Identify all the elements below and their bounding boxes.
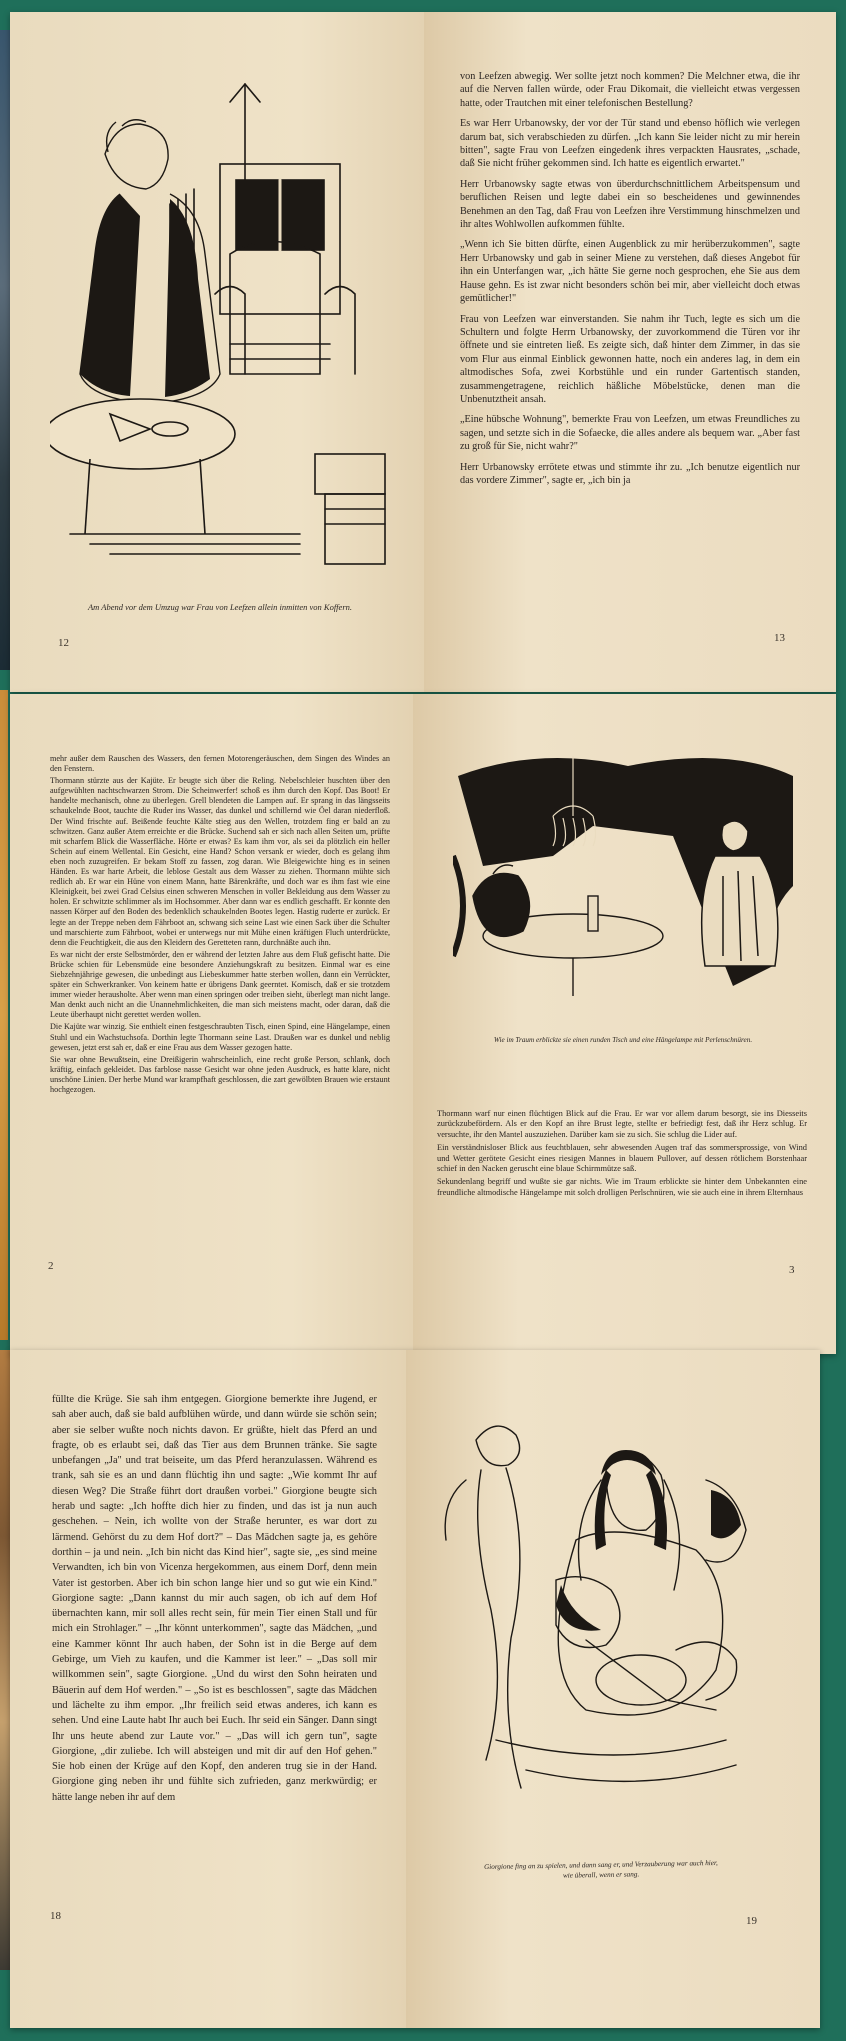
- page-13-text: [460, 70, 800, 494]
- page-13: [424, 12, 836, 692]
- booklet-spread-2: [10, 694, 836, 1354]
- paragraph: Herr Urbanowsky sagte etwas von überdurchschnittlichem Arbeitspensum und beruflichen Reisen und legte dabei ein so bescheidenes und gewinnendes Benehmen an den Tag, daß Frau von Leefzen ihre Verstimmung hinschmelzen und ihr altes Wohlwollen aufkommen fühlte.: [460, 178, 800, 231]
- page-number-3: 3: [789, 1264, 795, 1276]
- figure-caption-page-3: Wie im Traum erblickte sie einen runden Tisch und eine Hängelampe mit Perlenschnüren.: [493, 1036, 753, 1044]
- page-number-18: 18: [50, 1910, 61, 1922]
- page-3-text: [437, 1109, 807, 1201]
- page-number-19: 19: [746, 1915, 757, 1927]
- paragraph: mehr außer dem Rauschen des Wassers, den fernen Motorengeräuschen, dem Singen des Windes an den Fenstern.: [50, 754, 390, 774]
- book-edge-2: [0, 690, 8, 1340]
- booklet-spread-1: [10, 12, 836, 692]
- paragraph: „Eine hübsche Wohnung", bemerkte Frau von Leefzen, um etwas Freundliches zu sagen, und setzte sich in die Sofaecke, die alles andere als bequem war. „Aber fast zu groß für Sie, nicht wahr?": [460, 414, 800, 453]
- caption-line: wie überall, wenn er sang.: [562, 1870, 640, 1880]
- paragraph: Thormann stürzte aus der Kajüte. Er beugte sich über die Reling. Nebelschleier huschten über den aufgewühlten nachtschwarzen Strom. Die Scheinwerfer! schoß es ihm durch den Kopf. Das Boot! Er handelte mechanisch, ohne zu überlegen. Grell blendeten die Lampen auf. Er sprang in das längsseits schaukelnde Boot, tauchte die Ruder ins Wasser, das dunkel und schillernd wie Öel daran niederfloß. Der Wind frischte auf. Beißende feuchte Kälte stieg aus den Wellen, trotzdem fing er bald an zu schwitzen. Ganz außer Atem erreichte er die Brücke. Suchend sah er sich nach allen Seiten um, prüfte mit scharfem Blick die Wasserfläche. Hörte er etwas? Es kam ihm vor, als sei da plötzlich ein heller Schein auf einem Wellental. Ein Gesicht, eine Hand? Schon versank er wieder, doch es gelang ihm eben noch zuzugreifen. Er bekam Stoff zu fassen, zog daran. Wie Bleigewichte hing es in seinen Händen. Es war harte Arbeit, die leblose Gestalt aus dem Wasser zu ziehen. Thormann mühte sich redlich ab. Er war ein Hüne von einem Mann, hatte Bärenkräfte, und doch war es ihm fast wie eine Kleinigkeit, bei zwei Grad Celsius einen schweren Menschen in voller Bekleidung aus dem Wasser zu holen. Er schwitzte schlimmer als im Hochsommer. Aber dann war es endlich geschafft. Er konnte den nassen Körper auf den Boden des bedenklich schaukelnden Bootes legen. Hastig ruderte er zurück. Er legte an der Treppe neben dem Fährboot an, schwang sich seine Last wie einen Sack über die Schulter und marschierte zum Fährboot, wobei er unterwegs nur mit Mühe einen kräftigen Fluch unterdrückte, denn die Feuchtigkeit, die aus den Kleidern des Geretteten rann, durchnäßte auch ihn.: [50, 776, 390, 947]
- paragraph: „Wenn ich Sie bitten dürfte, einen Augenblick zu mir herüberzukommen", sagte Herr Urbanowsky und gab in seiner Miene zu verstehen, daß dieses Angebot für ihn ein Unterfangen war, „ich hätte Sie gerne noch gesprochen, ehe Sie aus dem Hause gehn. Es ist zwar nicht besonders schön bei mir, aber vielleicht doch etwas gemütlicher!": [460, 239, 800, 305]
- paragraph: von Leefzen abwegig. Wer sollte jetzt noch kommen? Die Melchner etwa, die ihr auf die Nerven fallen würde, oder Frau Dikomait, die vielleicht etwas vergessen hatte, oder Trautchen mit einer telefonischen Bestellung?: [460, 71, 800, 109]
- page-3: [413, 694, 836, 1354]
- page-number-12: 12: [58, 637, 69, 649]
- page-19: [406, 1350, 820, 2028]
- illustration-cabin-with-hanging-lamp: [453, 756, 798, 1001]
- page-2-text: [50, 754, 390, 1097]
- paragraph: Thormann warf nur einen flüchtigen Blick auf die Frau. Er war vor allem darum besorgt, sie ins Diesseits zurückzubefördern. Als er den Kopf an ihre Brust legte, stellte er befriedigt fest, daß ihr Herz schlug. Er versuchte, ihr den Mantel auszuziehen. Darüber kam sie zu sich. Sie schlug die Lider auf.: [437, 1109, 807, 1139]
- paragraph: Herr Urbanowsky errötete etwas und stimmte ihr zu. „Ich benutze eigentlich nur das vordere Zimmer", sagte er, „ich bin ja: [460, 461, 800, 486]
- paragraph: füllte die Krüge. Sie sah ihm entgegen. Giorgione bemerkte ihre Jugend, er sah aber auch, daß sie bald aufblühen würde, und dann würde sie schön sein; aber sie selber wußte noch nichts davon. Er grüßte, hielt das Pferd an und fragte, ob es erlaubt sei, daß das Tier aus dem Brunnen tränke. Sie sagte unbefangen „Ja" und trat beiseite, um das Pferd heranzulassen. Während es trank, sah sie es an und dann flüchtig ihn und sagte: „Wie kommt Ihr auf diesen Weg? Die Straße führt dort draußen vorbei." Giorgione beugte sich herab und sagte: „Ich hoffte dich hier zu finden, und das ist ja nun auch geschehen. – Nein, ich wollte von der Straße herunter, es war dort zu lärmend. Gehörst du zu dem Hof dort?" – Das Mädchen sagte ja, es gehöre dorthin – ja und nein. „Ich bin nicht das Kind hier", sagte sie, „es sind meine Verwandten, ich bin von Vicenza hergekommen, aus einem Dorf, denn mein Vater ist gestorben. Aber ich bin schon lange hier und so gut wie ein Kind." Giorgione sagte: „Dann kannst du mir auch sagen, ob ich auf dem Hof übernachten kann, mir soll alles recht sein, für mein Tier einen Stall und für mich ein Strohlager." – „Ihr könnt unterkommen", sagte das Mädchen, „und eine Kammer könnt Ihr auch haben, der Sohn ist in die Berge auf dem Gebirge, um Vieh zu kaufen, und die Kammer ist leer." – „Das soll mir willkommen sein", sagte Giorgione. „Und du wirst den Sohn heiraten und Bäuerin auf dem Hof werden." – „So ist es beschlossen", sagte das Mädchen und lächelte zu ihm empor. „Ihr freilich seid etwas anderes, ich kann es sehen. Und eine Laute habt Ihr auch bei Euch. Ihr seid ein Sänger. Dann singt Ihr uns heute abend zur Laute vor." – „Das will ich gern tun", sagte Giorgione, „dir zuliebe. Ich will absteigen und mit dir auf den Hof gehen." Sie hob einen der Krüge auf den Kopf, den anderen trug sie in der Hand. Giorgione ging neben ihr und fühlte sich zufrieden, ganz merkwürdig; er hätte lange neben ihr auf dem: [52, 1394, 377, 1803]
- illustration-woman-among-suitcases: [50, 64, 390, 574]
- page-18: [10, 1350, 406, 2028]
- caption-line: Giorgione fing an zu spielen, und dann sang er, und Verzauberung war auch hier,: [484, 1858, 718, 1872]
- paragraph: Ein verständnisloser Blick aus feuchtblauen, sehr abwesenden Augen traf das sommersprossige, von Wind und Wetter gerötete Gesicht eines riesigen Mannes in blauem Pullover, auf dessen rötlichem Borstenhaar schief in den Nacken geruscht eine blaue Schirmmütze saß.: [437, 1143, 807, 1174]
- paragraph: Es war nicht der erste Selbstmörder, den er während der letzten Jahre aus dem Fluß gefischt hatte. Die Brücke schien für Lebensmüde eine besondere Anziehungskraft zu besitzen. Einmal war es eine Siebzehnjährige gewesen, die unbedingt aus Liebeskummer hatte sterben wollen, dann ein Verrückter, später ein Schwerkranker. Von keinem hatte er übrigens Dank geerntet. Komisch, daß er sie trotzdem immer wieder herausholte. Aber wenn man einen springen oder treiben sieht, überlegt man nicht lange. Man denkt auch nicht an die Unannehmlichkeiten, die man sich meistens macht, oder daran, daß die Leute überhaupt nicht gerettet werden wollen.: [50, 949, 390, 1020]
- paragraph: Die Kajüte war winzig. Sie enthielt einen festgeschraubten Tisch, einen Spind, eine Hängelampe, einen Stuhl und ein Wachstuchsofa. Dorthin legte Thormann seine Last. Draußen war es dunkel und neblig gewesen, jetzt erst sah er, daß er eine Frau aus dem Wasser gezogen hatte.: [50, 1022, 390, 1052]
- page-18-text: [52, 1392, 377, 1812]
- page-2: [10, 694, 413, 1354]
- figure-caption-page-12: Am Abend vor dem Umzug war Frau von Leefzen allein inmitten von Koffern.: [87, 602, 353, 612]
- page-number-2: 2: [48, 1260, 54, 1272]
- paragraph: Es war Herr Urbanowsky, der vor der Tür stand und ebenso höflich wie verlegen darum bat, sich verabschieden zu dürfen. „Ich kann Sie leider nicht zu mir herein bitten", sagte Frau von Leefzen eingedenk ihres verpackten Hausrates, „schade, daß Sie nicht früher gekommen sind. Ich hatte es eigentlich erwartet.": [460, 118, 800, 170]
- paragraph: Sie war ohne Bewußtsein, eine Dreißigerin wahrscheinlich, eine recht große Person, schlank, doch kräftig, einfach gekleidet. Das farblose nasse Gesicht war ohne jeden Ausdruck, es hatte klare, nicht unschöne Linien. Der herbe Mund war krampfhaft geschlossen, die zart gewölbten Brauen wie erstaunt hochgezogen.: [50, 1054, 390, 1094]
- paragraph: Frau von Leefzen war einverstanden. Sie nahm ihr Tuch, legte es sich um die Schultern und folgte Herrn Urbanowsky, der zuvorkommend die Türen vor ihr öffnete und sie eintreten ließ. Es zeigte sich, daß hinter dem Zimmer, in das sie vom Flur aus einmal Einblick gewonnen hatte, noch ein anderes lag, in dem ein altmodisches Sofa, zwei Korbstühle und ein runder Gartentisch standen, zusammengetragene, reichlich häßliche Möbelstücke, denen man die Unbenutztheit ansah.: [460, 313, 800, 405]
- booklet-spread-3: [10, 1350, 820, 2028]
- figure-caption-page-19: [436, 1857, 766, 1883]
- illustration-giorgione-playing-lute: [436, 1410, 766, 1810]
- book-edge-1: [0, 30, 10, 670]
- page-number-13: 13: [774, 632, 785, 644]
- page-12: [10, 12, 424, 692]
- paragraph: Sekundenlang begriff und wußte sie gar nichts. Wie im Traum erblickte sie hinter dem Unbekannten eine freundliche altmodische Hängelampe mit solch drolligen Perlschnüren, wie sie auch eine in ihrem Elternhaus: [437, 1177, 807, 1197]
